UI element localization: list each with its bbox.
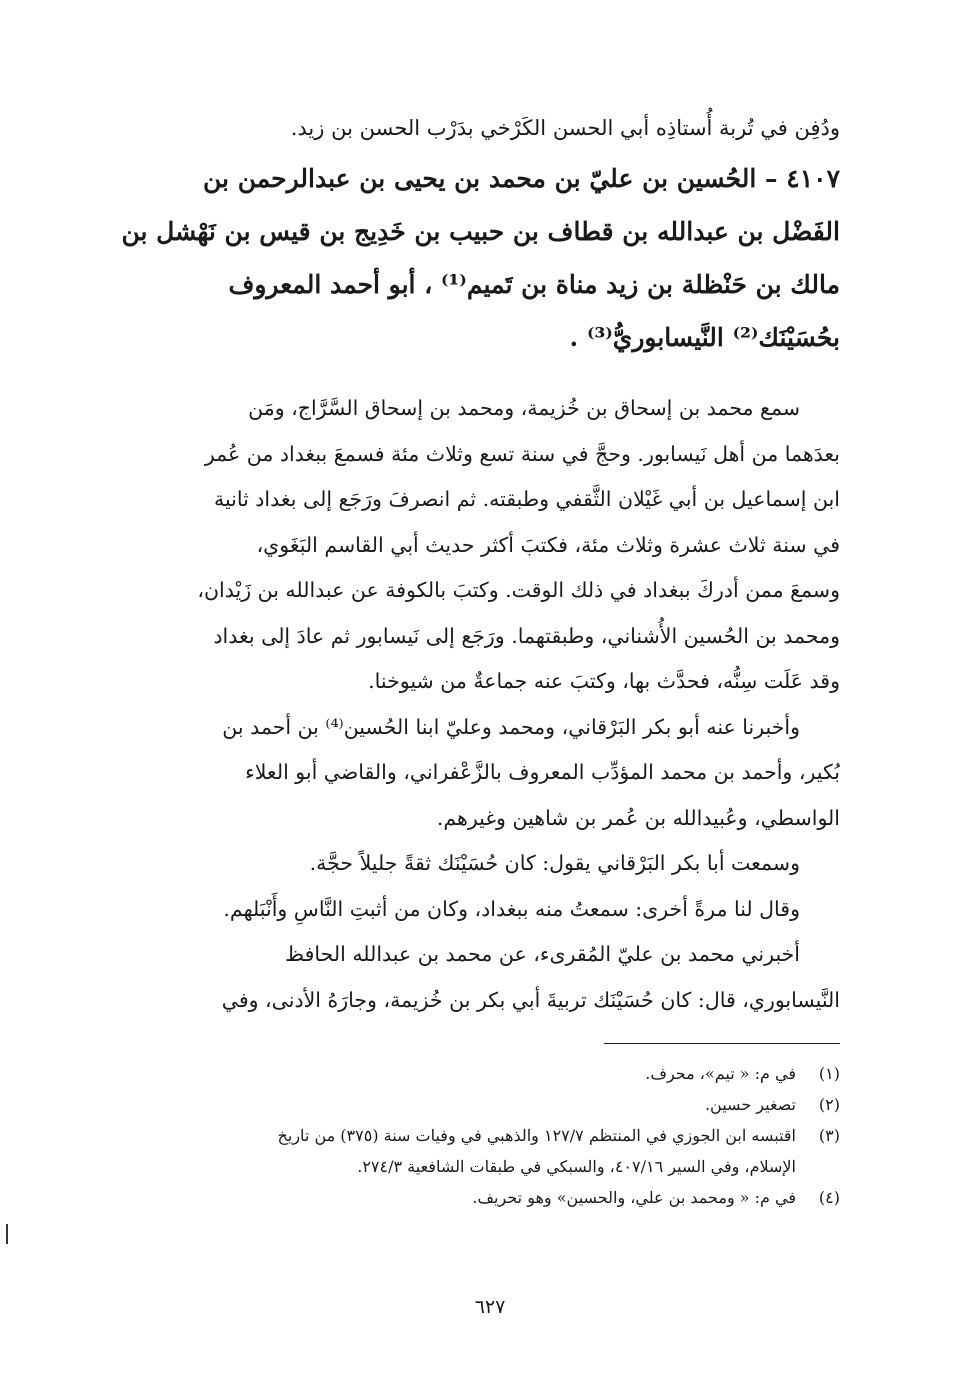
paragraph-line: ابن إسماعيل بن أبي غَيْلان الثَّقفي وطبقته. ثم انصرفَ ورَجَع إلى بغداد ثانية bbox=[213, 487, 840, 511]
paragraph-line: النَّيسابوري، قال: كان حُسَيْنَك تربيةَ أبي بكر بن خُزيمة، وجارَهُ الأدنى، وفي bbox=[221, 987, 840, 1012]
entry-heading bbox=[120, 152, 840, 364]
paragraph-line: بعدَهما من أهل نَيسابور. وحجَّ في سنة تسع وثلاث مئة فسمعَ ببغداد من عُمر bbox=[204, 441, 840, 466]
paragraph-line: بُكير، وأحمد بن محمد المؤدِّب المعروف بالزَّعْفراني، والقاضي أبو العلاء bbox=[245, 760, 840, 784]
footnote bbox=[120, 1089, 840, 1120]
paragraph-line: ومحمد بن الحُسين الأُشناني، وطبقتهما. ورَجَع إلى نَيسابور ثم عادَ إلى بغداد bbox=[213, 623, 840, 648]
footnote bbox=[120, 1182, 840, 1213]
entry-heading-line bbox=[120, 152, 840, 205]
entry-number: ٤١٠٧ bbox=[786, 164, 840, 193]
footnote-text: تصغير حسين. bbox=[704, 1095, 796, 1114]
entry-heading-text: – الحُسين بن عليّ بن محمد بن يحيى بن عبدالرحمن بن bbox=[203, 164, 778, 193]
footnote-text: اقتبسه ابن الجوزي في المنتظم ١٢٧/٧ والذهبي في وفيات سنة (٣٧٥) من تاريخ bbox=[277, 1126, 796, 1145]
page-body bbox=[120, 104, 840, 1213]
paragraph-line: وقال لنا مرةً أخرى: سمعتُ منه ببغداد، وكان من أثبتِ النَّاسِ وأَنْبَلهم. bbox=[223, 896, 800, 921]
entry-heading-line: الفَضْل بن عبدالله بن قطاف بن حبيب بن خَدِيج بن قيس بن نَهْشل بن bbox=[121, 217, 840, 246]
paragraph-line: وسمعَ ممن أدركَ ببغداد في ذلك الوقت. وكتبَ بالكوفة عن عبدالله بن زَيْدان، bbox=[197, 578, 840, 602]
paragraph-narrators bbox=[120, 705, 840, 842]
footnote-text-block bbox=[120, 1120, 796, 1182]
paragraph-line: الواسطي، وعُبيدالله بن عُمر بن شاهين وغيرهم. bbox=[436, 805, 840, 830]
entry-heading-line: مالك بن حَنْظلة بن زيد مناة بن تَميم⁽¹⁾ ، أبو أحمد المعروف bbox=[228, 270, 840, 299]
footnote bbox=[120, 1120, 840, 1182]
paragraph-line: وأخبرنا عنه أبو بكر البَرْقاني، ومحمد وعليّ ابنا الحُسين⁽⁴⁾ بن أحمد بن bbox=[222, 714, 800, 739]
footnote-divider bbox=[604, 1043, 840, 1044]
footnotes bbox=[120, 1058, 840, 1213]
footnote-text: في م: « تيم»، محرف. bbox=[645, 1064, 796, 1083]
paragraph-line: أخبرني محمد بن عليّ المُقرىء، عن محمد بن عبدالله الحافظ bbox=[285, 942, 800, 966]
footnote-text-continuation: الإسلام، وفي السير ٤٠٧/١٦، والسبكي في طبقات الشافعية ٢٧٤/٣. bbox=[357, 1157, 796, 1176]
paragraph-barqani-1 bbox=[120, 841, 840, 887]
margin-mark bbox=[6, 1224, 8, 1244]
page-number: ٦٢٧ bbox=[474, 1296, 506, 1318]
paragraph-line: سمع محمد بن إسحاق بن خُزيمة، ومحمد بن إسحاق السَّرَّاج، ومَن bbox=[248, 396, 800, 420]
footnote-number: (٣) bbox=[818, 1126, 840, 1145]
paragraph-barqani-2 bbox=[120, 887, 840, 933]
spacer bbox=[120, 364, 840, 386]
paragraph-line: في سنة ثلاث عشرة وثلاث مئة، فكتبَ أكثر حديث أبي القاسم البَغَوي، bbox=[256, 532, 840, 557]
entry-heading-line: بحُسَيْنَك⁽²⁾ النَّيسابوريُّ⁽³⁾ . bbox=[569, 323, 840, 352]
footnote-number: (٢) bbox=[818, 1095, 840, 1114]
footnote bbox=[120, 1058, 840, 1089]
paragraph-line: وقد عَلَت سِنُّه، فحدَّث بها، وكتبَ عنه جماعةٌ من شيوخنا. bbox=[368, 669, 840, 693]
paragraph-line: وسمعت أبا بكر البَرْقاني يقول: كان حُسَيْنَك ثقةً جليلاً حجَّة. bbox=[309, 851, 800, 875]
paragraph-biography bbox=[120, 386, 840, 705]
paragraph-hakim bbox=[120, 932, 840, 1023]
footnote-number: (٤) bbox=[818, 1188, 840, 1207]
footnote-text: في م: « ومحمد بن علي، والحسين» وهو تحريف. bbox=[472, 1188, 796, 1207]
footnote-number: (١) bbox=[818, 1064, 840, 1083]
intro-line: ودُفِن في تُربة أُستاذِه أبي الحسن الكَرْخي بدَرْب الحسن بن زيد. bbox=[290, 116, 840, 140]
